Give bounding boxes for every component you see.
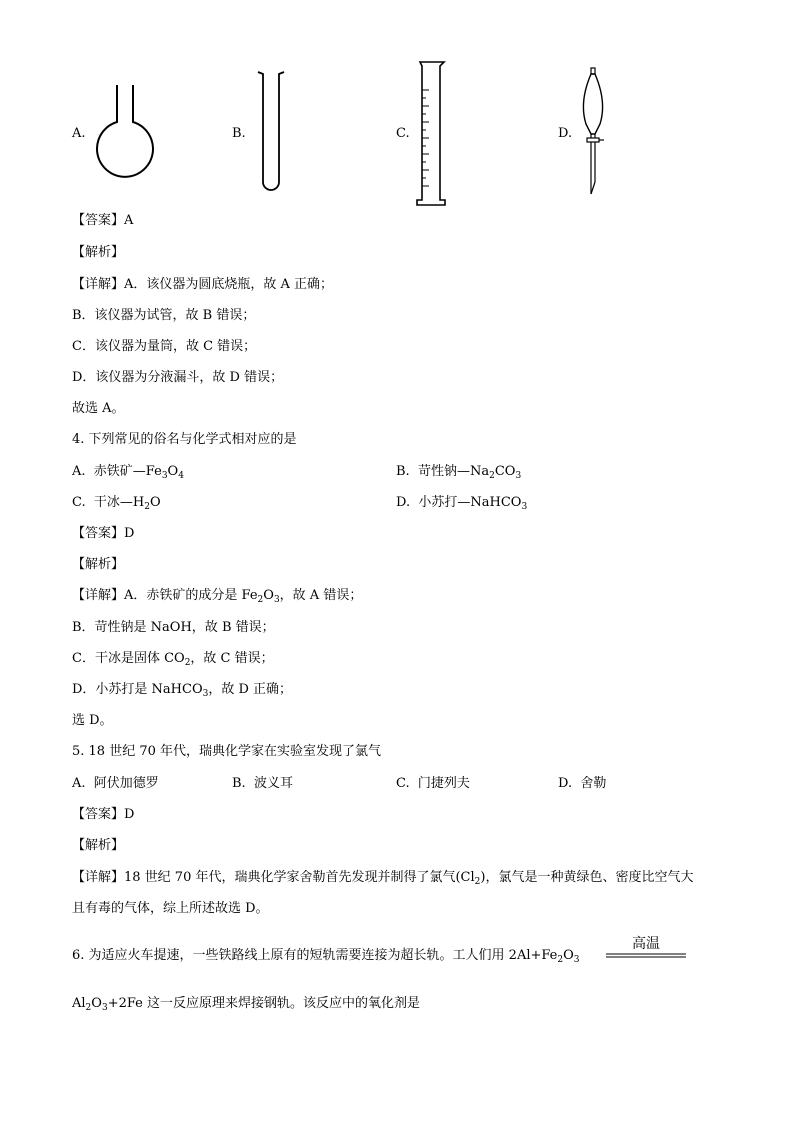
q5-answer: 【答案】D [72, 807, 135, 822]
q5-option-b: B. 波义耳 [232, 776, 293, 791]
q3-option-d-label: D. [558, 126, 573, 141]
round-bottom-flask-icon [90, 82, 160, 182]
q4-conclusion: 选 D。 [72, 713, 113, 728]
q3-option-a-label: A. [72, 126, 86, 141]
q5-option-c: C. 门捷列夫 [396, 776, 470, 791]
q4-analysis: 【解析】 [72, 557, 125, 572]
graduated-cylinder-icon [414, 60, 448, 208]
q6-stem-line-1: 6. 为适应火车提速，一些铁路线上原有的短轨需要连接为超长轨。工人们用 $2Al+Fe_2O_3$ [72, 948, 580, 965]
q3-detail-2: B．该仪器为试管，故 B 错误； [72, 308, 256, 323]
q3-detail-4: D．该仪器为分液漏斗，故 D 错误； [72, 370, 284, 385]
separatory-funnel-icon [576, 66, 616, 198]
q4-detail-2: B．苛性钠是 NaOH，故 B 错误； [72, 620, 275, 635]
q5-detail-2: 且有毒的气体，综上所述故选 D。 [72, 901, 269, 916]
q4-option-d: D. 小苏打—NaHCO$_3$ [396, 495, 528, 512]
q3-option-b-label: B. [232, 126, 246, 141]
q5-stem: 5. 18 世纪 70 年代，瑞典化学家在实验室发现了氯气 [72, 744, 382, 759]
q4-stem: 4. 下列常见的俗名与化学式相对应的是 [72, 432, 297, 447]
q4-option-c: C. 干冰$—H_2O$ [72, 495, 161, 512]
reaction-condition-label: 高温 [632, 936, 660, 952]
q4-detail-4: D．小苏打是 NaHCO$_3$，故 D 正确； [72, 682, 293, 699]
q3-option-c-label: C. [396, 126, 410, 141]
q5-option-a: A. 阿伏加德罗 [72, 776, 159, 791]
q4-answer: 【答案】D [72, 526, 135, 541]
q3-answer: 【答案】A [72, 213, 134, 228]
q3-conclusion: 故选 A。 [72, 401, 125, 416]
test-tube-icon [254, 70, 288, 196]
q4-option-a: A. 赤铁矿$—Fe_3O_4$ [72, 464, 184, 481]
q3-detail-1: 【详解】A．该仪器为圆底烧瓶，故 A 正确； [72, 277, 334, 292]
q4-detail-1: 【详解】A．赤铁矿的成分是 $Fe_2O_3$，故 A 错误； [72, 588, 363, 605]
q5-analysis: 【解析】 [72, 838, 125, 853]
q3-detail-3: C．该仪器为量筒，故 C 错误； [72, 339, 257, 354]
q3-analysis: 【解析】 [72, 245, 125, 260]
q4-detail-3: C．干冰是固体 $CO_2$，故 C 错误； [72, 651, 274, 668]
equals-arrow-icon [606, 953, 686, 959]
q6-stem-line-2: $Al_2O_3+2Fe$ 这一反应原理来焊接钢轨。该反应中的氧化剂是 [72, 996, 420, 1013]
q5-detail-1: 【详解】18 世纪 70 年代，瑞典化学家舍勒首先发现并制得了氯气$(Cl_2)$，氯气是一种黄绿色、密度比空气大 [72, 870, 694, 887]
q5-option-d: D. 舍勒 [558, 776, 607, 791]
q4-option-b: B. 苛性钠$—Na_2CO_3$ [396, 464, 522, 481]
